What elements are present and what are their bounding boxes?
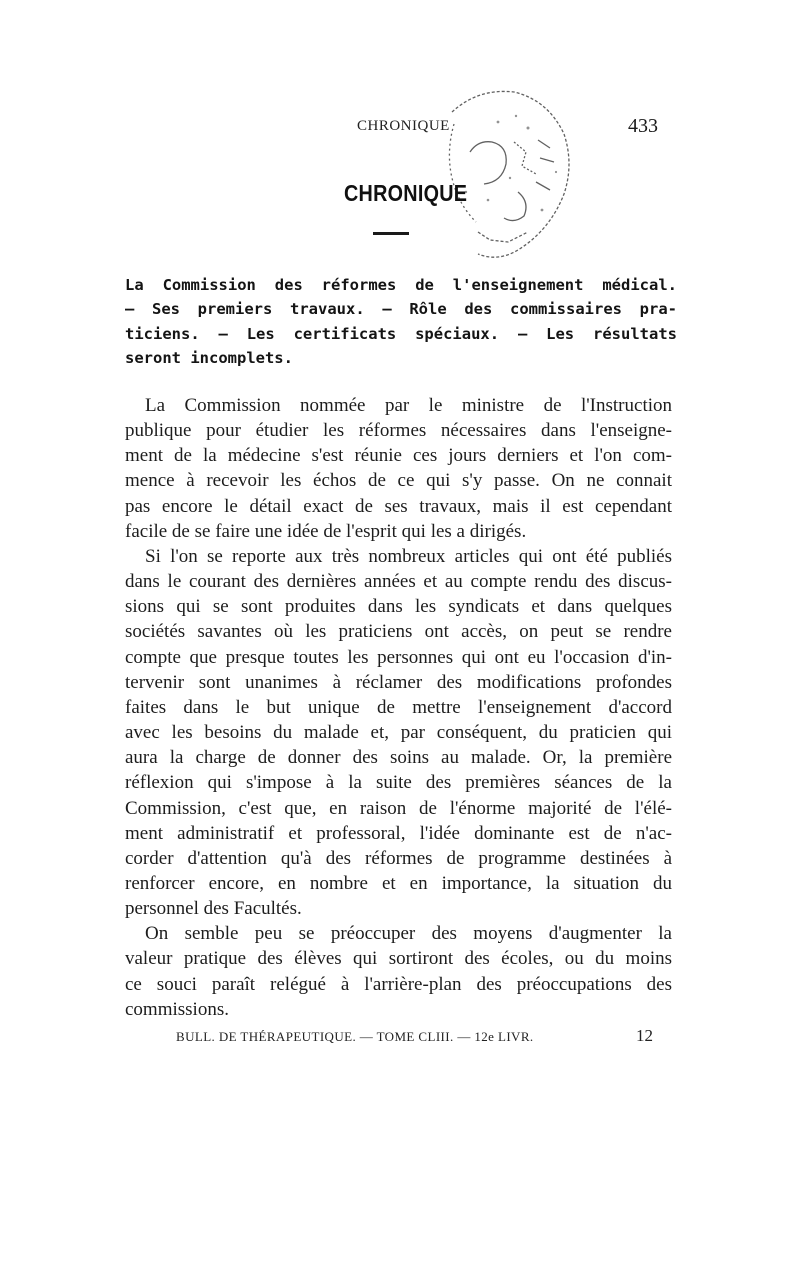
body-line: La Commission nommée par le ministre de l'Instruction [145, 395, 672, 416]
body-line: avec les besoins du malade et, par conséquent, du praticien qui [125, 722, 672, 744]
section-title: CHRONIQUE [344, 180, 468, 206]
body-line: faites dans le but unique de mettre l'enseignement d'accord [125, 696, 672, 718]
body-line: ce souci paraît relégué à l'arrière-plan des préoccupations des [125, 973, 672, 995]
body-line: sociétés savantes où les praticiens ont accès, on peut se rendre [125, 621, 672, 643]
body-line: On semble peu se préoccuper des moyens d'augmenter la [145, 923, 672, 945]
body-line: ment administratif et professoral, l'idée dominante est de n'ac- [125, 822, 672, 844]
body-line: renforcer encore, en nombre et en importance, la situation du [125, 872, 672, 894]
body-line: ment de la médecine s'est réunie ces jours derniers et l'on com- [125, 445, 672, 467]
body-line: mence à recevoir les échos de ce qui s'y passe. On ne connait [125, 470, 672, 492]
page-number: 433 [628, 115, 658, 137]
body-line: facile de se faire une idée de l'esprit qui les a dirigés. [125, 520, 527, 542]
library-stamp-icon [418, 82, 580, 267]
body-line: sions qui se sont produites dans les syndicats et dans quelques [125, 596, 672, 618]
body-line: réflexion qui s'impose à la suite des premières séances de la [125, 772, 672, 794]
body-line: compte que presque toutes les personnes qui ont eu l'occasion d'in- [125, 646, 672, 668]
summary-line: seront incomplets. [125, 348, 293, 367]
body-line: publique pour étudier les réformes nécessaires dans l'enseigne- [125, 420, 672, 442]
body-line: pas encore le détail exact de ses travaux, mais il est cependant [125, 495, 672, 517]
footer-citation: BULL. DE THÉRAPEUTIQUE. — TOME CLIII. — 12e LIVR. [176, 1029, 534, 1044]
body-line: valeur pratique des élèves qui sortiront des écoles, ou du moins [125, 948, 672, 970]
summary-line: La Commission des réformes de l'enseignement médical. [125, 276, 677, 294]
running-head [0, 115, 800, 142]
body-text [125, 393, 672, 1022]
title-divider [373, 232, 409, 235]
body-line: personnel des Facultés. [125, 898, 302, 920]
summary-block [125, 273, 677, 370]
body-line: corder d'attention qu'à des réformes de programme destinées à [125, 847, 672, 869]
summary-line: ticiens. — Les certificats spéciaux. — Les résultats [125, 324, 677, 343]
body-line: tervenir sont unanimes à réclamer des modifications profondes [125, 671, 672, 693]
signature-mark: 12 [636, 1026, 653, 1045]
running-title: CHRONIQUE [357, 118, 450, 134]
body-line: aura la charge de donner des soins au malade. Or, la première [125, 747, 672, 769]
body-line: Si l'on se reporte aux très nombreux articles qui ont été publiés [145, 545, 672, 567]
body-line: dans le courant des dernières années et au compte rendu des discus- [125, 571, 672, 593]
summary-line: — Ses premiers travaux. — Rôle des commissaires pra- [125, 300, 677, 319]
body-line: commissions. [125, 998, 229, 1020]
body-line: Commission, c'est que, en raison de l'énorme majorité de l'élé- [125, 797, 672, 819]
footer [0, 1026, 800, 1051]
